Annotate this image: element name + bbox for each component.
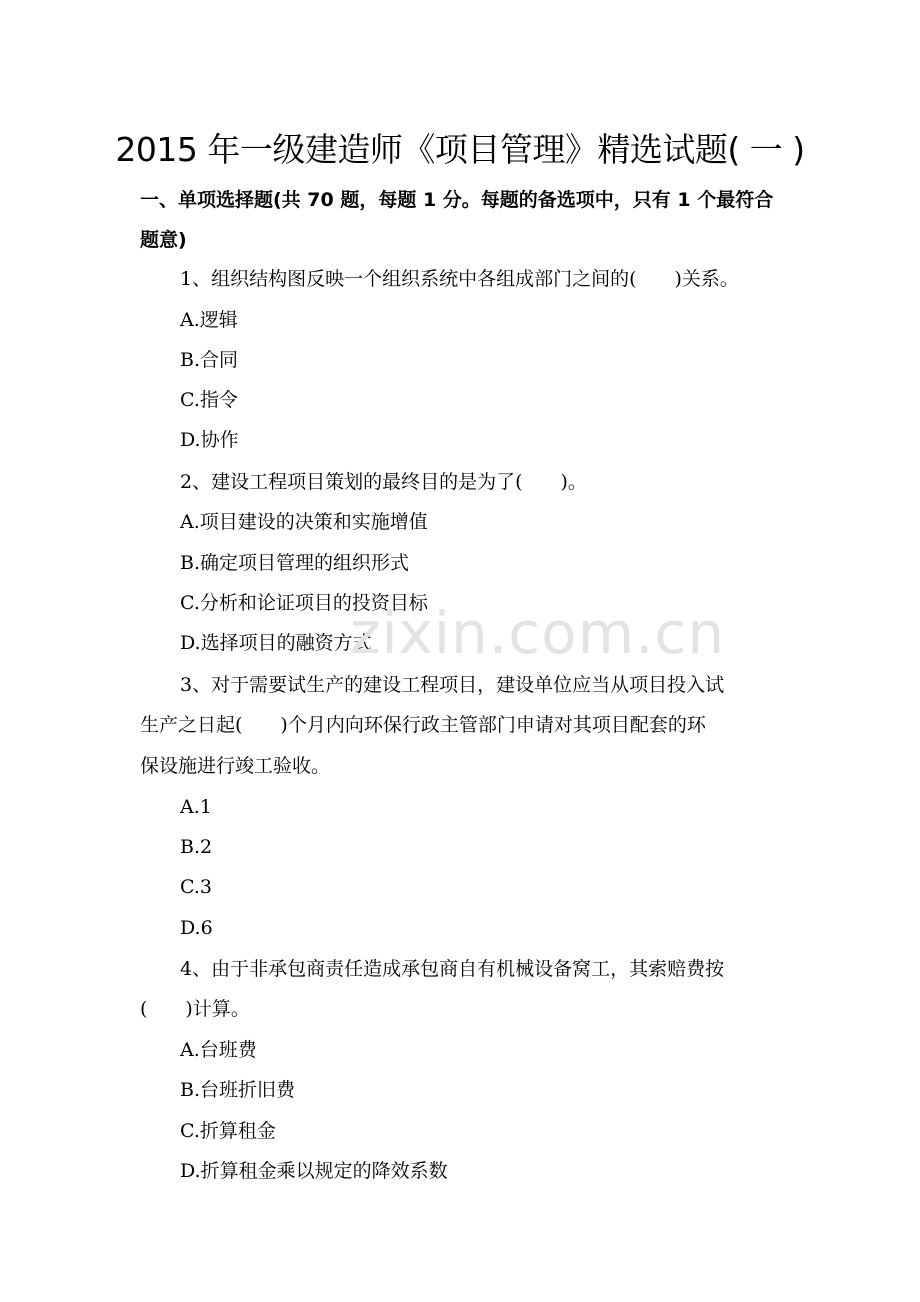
question-4-stem-line-1: 4、由于非承包商责任造成承包商自有机械设备窝工，其索赔费按 (180, 958, 725, 980)
question-2-option-d: D.选择项目的融资方式 (180, 632, 372, 654)
question-3-option-b: B.2 (180, 836, 213, 858)
question-3-stem-line-1: 3、对于需要试生产的建设工程项目，建设单位应当从项目投入试 (180, 674, 725, 696)
question-1-stem: 1、组织结构图反映一个组织系统中各组成部门之间的( )关系。 (180, 268, 739, 290)
watermark: zixin.com.cn (350, 599, 726, 667)
question-4-option-d: D.折算租金乘以规定的降效系数 (180, 1160, 448, 1182)
question-4-option-c: C.折算租金 (180, 1120, 276, 1142)
question-3-stem-line-2: 生产之日起( )个月内向环保行政主管部门申请对其项目配套的环 (140, 714, 706, 736)
question-1-option-b: B.合同 (180, 349, 239, 371)
document-title: 2015 年一级建造师《项目管理》精选试题( 一 ) (115, 130, 805, 169)
question-1-option-a: A.逻辑 (180, 309, 238, 331)
section-heading: 一、单项选择题(共 70 题，每题 1 分。每题的备选项中，只有 1 个最符合题意) (140, 189, 774, 251)
question-3-option-c: C.3 (180, 876, 212, 898)
question-3-option-d: D.6 (180, 917, 213, 939)
question-1-option-c: C.指令 (180, 389, 238, 411)
question-2-option-c: C.分析和论证项目的投资目标 (180, 592, 428, 614)
question-4-option-a: A.台班费 (180, 1039, 257, 1061)
question-4-option-b: B.台班折旧费 (180, 1079, 296, 1101)
question-2-option-b: B.确定项目管理的组织形式 (180, 552, 410, 574)
question-3-stem-line-3: 保设施进行竣工验收。 (140, 755, 331, 777)
question-4-stem-line-2: ( )计算。 (140, 998, 250, 1020)
question-1-option-d: D.协作 (180, 429, 239, 451)
question-2-option-a: A.项目建设的决策和实施增值 (180, 511, 428, 533)
question-2-stem: 2、建设工程项目策划的最终目的是为了( )。 (180, 471, 587, 493)
question-3-option-a: A.1 (180, 796, 212, 818)
